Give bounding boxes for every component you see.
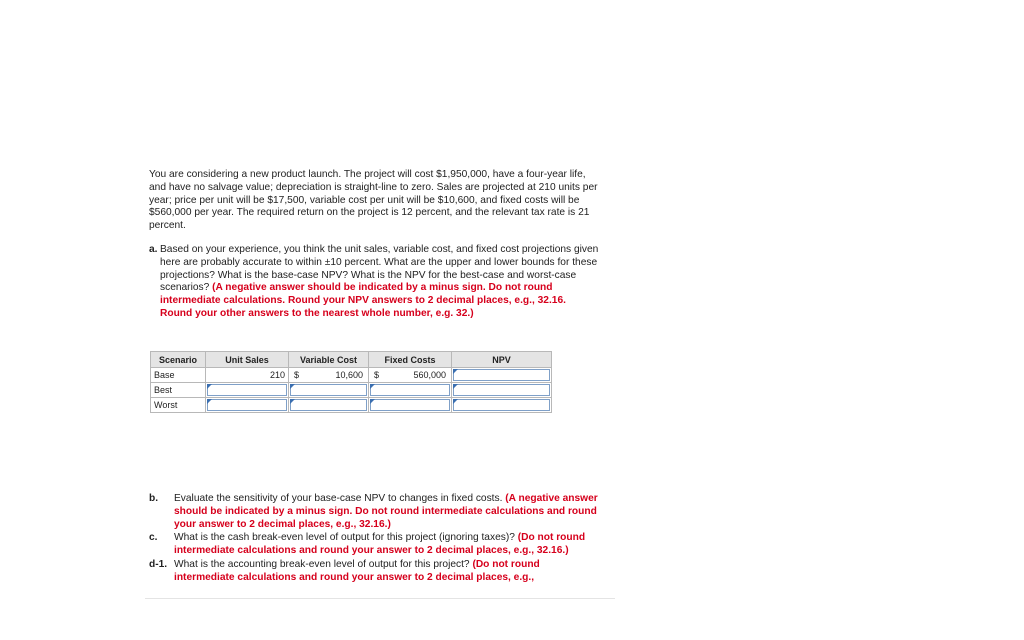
input-flag-icon [370,384,375,389]
part-c-question: What is the cash break-even level of output for this project (ignoring taxes)? [174,532,518,544]
base-unit-sales: 210 [206,368,289,383]
part-a-instruction: (A negative answer should be indicated by a minus sign. Do not round intermediate calculations. Round your NPV answers to 2 decimal places, e.g., 32.16. Round your other answers to the nearest whole number, e.g. 32.) [160,282,566,319]
part-c [149,532,599,558]
part-c-label: c. [149,532,158,544]
table-row-worst [151,398,552,413]
dollar-sign: $ [374,370,380,380]
best-unit-sales-input[interactable] [206,383,289,398]
table-row-best [151,383,552,398]
part-b-question: Evaluate the sensitivity of your base-case NPV to changes in fixed costs. [174,493,506,504]
part-d1 [149,559,599,585]
base-npv-input[interactable] [452,368,552,383]
base-variable-cost: 10,600 [335,370,363,380]
header-variable-cost: Variable Cost [289,352,369,368]
part-b [149,493,599,531]
part-d1-instruction: (Do not round intermediate calculations and round your answer to 2 decimal places, e.g., [174,558,540,583]
scenario-base: Base [151,368,206,383]
part-a [149,244,599,321]
input-flag-icon [453,399,458,404]
worst-unit-sales-input[interactable] [206,398,289,413]
input-flag-icon [370,399,375,404]
scenario-best: Best [151,383,206,398]
input-flag-icon [290,399,295,404]
input-flag-icon [207,399,212,404]
part-b-label: b. [149,493,159,504]
base-fixed-costs-cell [369,368,452,383]
part-c-instruction: (Do not round intermediate calculations and round your answer to 2 decimal places, e.g., 32.16.) [174,532,586,557]
best-npv-input[interactable] [452,383,552,398]
part-d1-question: What is the accounting break-even level of output for this project? [174,558,473,570]
header-npv: NPV [452,352,552,368]
input-flag-icon [453,369,458,374]
part-a-label: a. [149,244,158,255]
best-fixed-costs-input[interactable] [369,383,452,398]
remaining-parts [149,493,599,586]
worst-npv-input[interactable] [452,398,552,413]
part-d1-label: d-1. [149,558,168,570]
table-row-base [151,368,552,383]
header-unit-sales: Unit Sales [206,352,289,368]
best-variable-cost-input[interactable] [289,383,369,398]
problem-intro: You are considering a new product launch. The project will cost $1,950,000, have a four-year life, and have no salvage value; depreciation is straight-line to zero. Sales are projected at 210 units per year; price per unit will be $17,500, variable cost per unit will be $10,600, and fixed costs will be $560,000 per year. The required return on the project is 12 percent, and the relevant tax rate is 21 percent. [149,169,598,232]
part-b-instruction: (A negative answer should be indicated by a minus sign. Do not round intermediate calculations and round your answer to 2 decimal places, e.g., 32.16.) [174,493,598,530]
header-scenario: Scenario [151,352,206,368]
header-fixed-costs: Fixed Costs [369,352,452,368]
part-a-text [160,244,599,321]
input-flag-icon [207,384,212,389]
worst-variable-cost-input[interactable] [289,398,369,413]
base-variable-cost-cell [289,368,369,383]
table-header-row [151,352,552,368]
part-a-question: Based on your experience, you think the unit sales, variable cost, and fixed cost projections given here are probably accurate to within ±10 percent. What are the upper and lower bounds for these projections? What is the base-case NPV? What is the NPV for the best-case and worst-case scenarios? [160,244,599,294]
divider [145,598,615,599]
base-fixed-costs: 560,000 [413,370,446,380]
worst-fixed-costs-input[interactable] [369,398,452,413]
input-flag-icon [453,384,458,389]
dollar-sign: $ [294,370,300,380]
input-flag-icon [290,384,295,389]
scenario-worst: Worst [151,398,206,413]
scenario-table [150,351,552,413]
